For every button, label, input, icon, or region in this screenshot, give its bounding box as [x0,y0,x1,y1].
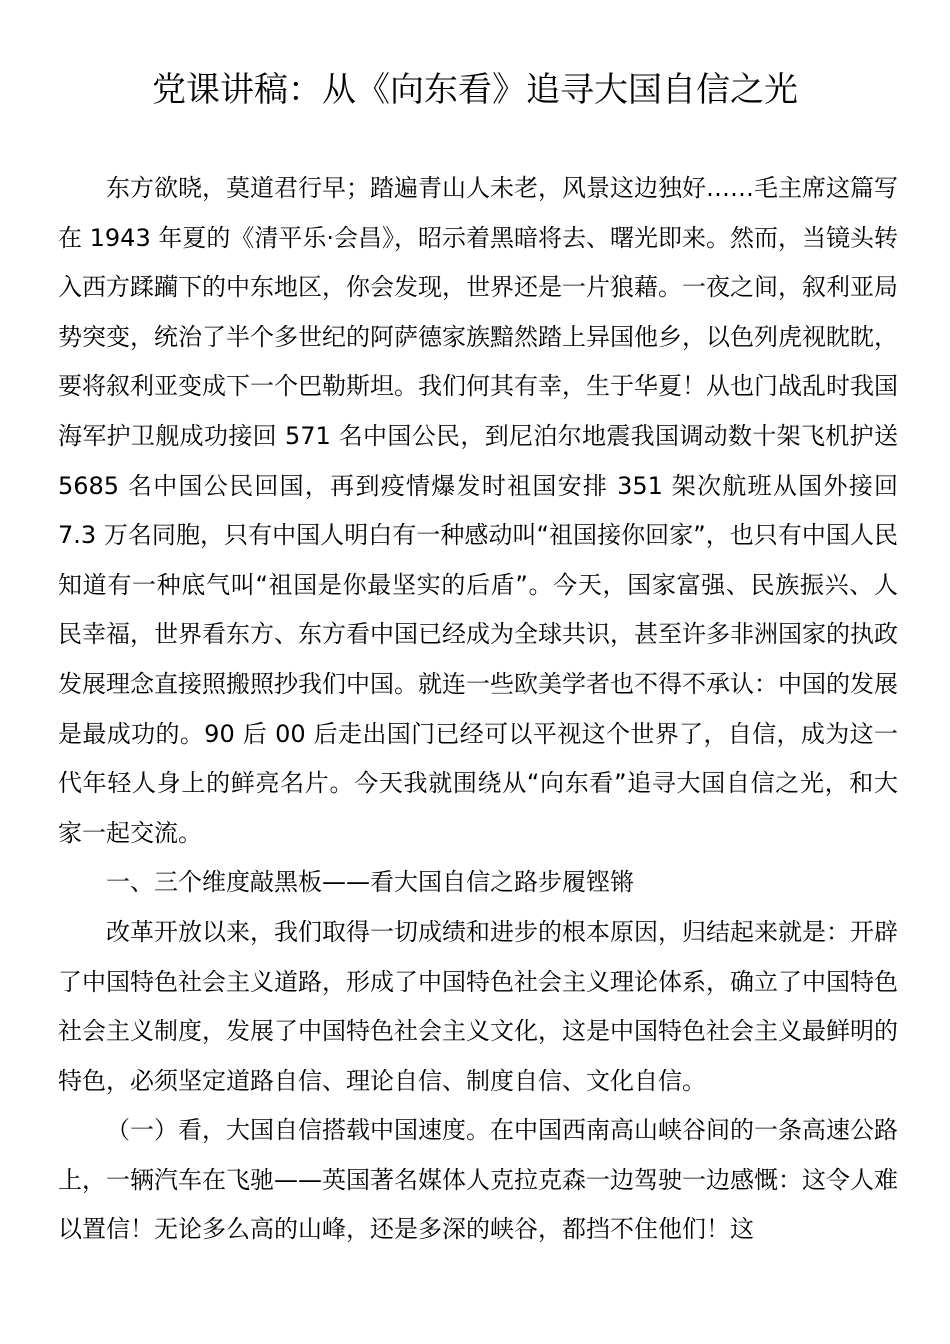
paragraph-reform: 改革开放以来，我们取得一切成绩和进步的根本原因，归结起来就是：开辟了中国特色社会主义道路，形成了中国特色社会主义理论体系，确立了中国特色社会主义制度，发展了中国特色社会主义文化，这是中国特色社会主义最鲜明的特色，必须坚定道路自信、理论自信、制度自信、文化自信。 [58,917,898,1095]
document-title: 党课讲稿：从《向东看》追寻大国自信之光 [152,70,798,110]
paragraph-intro: 东方欲晓，莫道君行早；踏遍青山人未老，风景这边独好……毛主席这篇写在 1943 年夏的《清平乐·会昌》，昭示着黑暗将去、曙光即来。然而，当镜头转入西方蹂躏下的中东地区，你会发现，世界还是一片狼藉。一夜之间，叙利亚局势突变，统治了半个多世纪的阿萨德家族黯然踏上异国他乡，以色列虎视眈眈，要将叙利亚变成下一个巴勒斯坦。我们何其有幸，生于华夏！从也门战乱时我国海军护卫舰成功接回 571 名中国公民，到尼泊尔地震我国调动数十架飞机护送 5685 名中国公民回国，再到疫情爆发时祖国安排 351 架次航班从国外接回 7.3 万名同胞，只有中国人明白有一种感动叫“祖国接你回家”，也只有中国人民知道有一种底气叫“祖国是你最坚实的后盾”。今天，国家富强、民族振兴、人民幸福，世界看东方、东方看中国已经成为全球共识，甚至许多非洲国家的执政发展理念直接照搬照抄我们中国。就连一些欧美学者也不得不承认：中国的发展是最成功的。90 后 00 后走出国门已经可以平视这个世界了，自信，成为这一代年轻人身上的鲜亮名片。今天我就围绕从“向东看”追寻大国自信之光，和大家一起交流。 [58,174,898,847]
section-heading-1: 一、三个维度敲黑板——看大国自信之路步履铿锵 [106,868,634,897]
paragraph-china-speed: （一）看，大国自信搭载中国速度。在中国西南高山峡谷间的一条高速公路上，一辆汽车在飞驰——英国著名媒体人克拉克森一边驾驶一边感慨：这令人难以置信！无论多么高的山峰，还是多深的峡谷，都挡不住他们！这 [58,1116,898,1244]
document-body [58,164,898,1255]
